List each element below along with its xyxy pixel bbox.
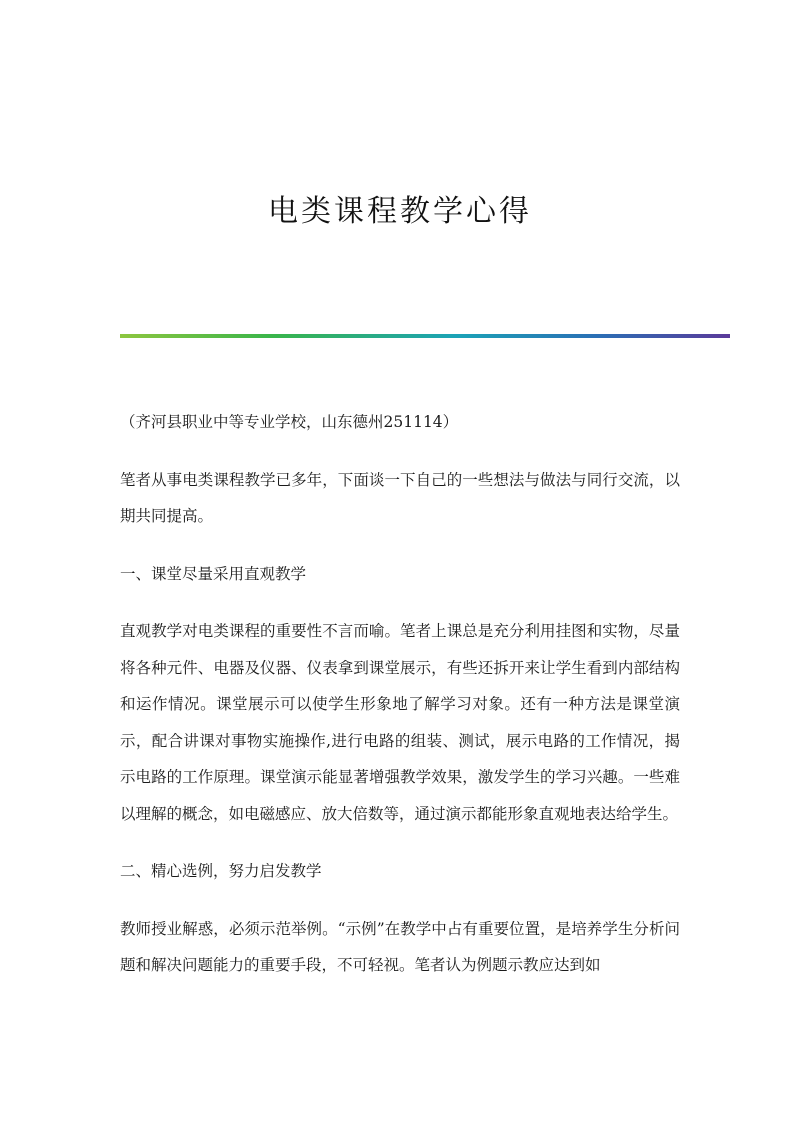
section-heading-1: 一、课堂尽量采用直观教学 xyxy=(120,564,307,583)
document-title: 电类课程教学心得 xyxy=(268,194,532,229)
title-divider xyxy=(120,334,730,338)
section-2-paragraph: 教师授业解惑，必须示范举例。“示例”在教学中占有重要位置，是培养学生分析问题和解决问题能力的重要手段，不可轻视。笔者认为例题示教应达到如 xyxy=(120,919,680,974)
intro-paragraph: 笔者从事电类课程教学已多年，下面谈一下自己的一些想法与做法与同行交流，以期共同提高。 xyxy=(120,470,680,525)
document-body xyxy=(120,404,680,1005)
section-1-paragraph: 直观教学对电类课程的重要性不言而喻。笔者上课总是充分利用挂图和实物，尽量将各种元件、电器及仪器、仪表拿到课堂展示，有些还拆开来让学生看到内部结构和运作情况。课堂展示可以使学生形象地了解学习对象。还有一种方法是课堂演示，配合讲课对事物实施操作,进行电路的组装、测试，展示电路的工作情况，揭示电路的工作原理。课堂演示能显著增强教学效果，激发学生的学习兴趣。一些难以理解的概念，如电磁感应、放大倍数等，通过演示都能形象直观地表达给学生。 xyxy=(120,622,680,823)
section-heading-2: 二、精心选例，努力启发教学 xyxy=(120,862,322,880)
author-affiliation: （齐河县职业中等专业学校，山东德州251114） xyxy=(120,413,459,431)
